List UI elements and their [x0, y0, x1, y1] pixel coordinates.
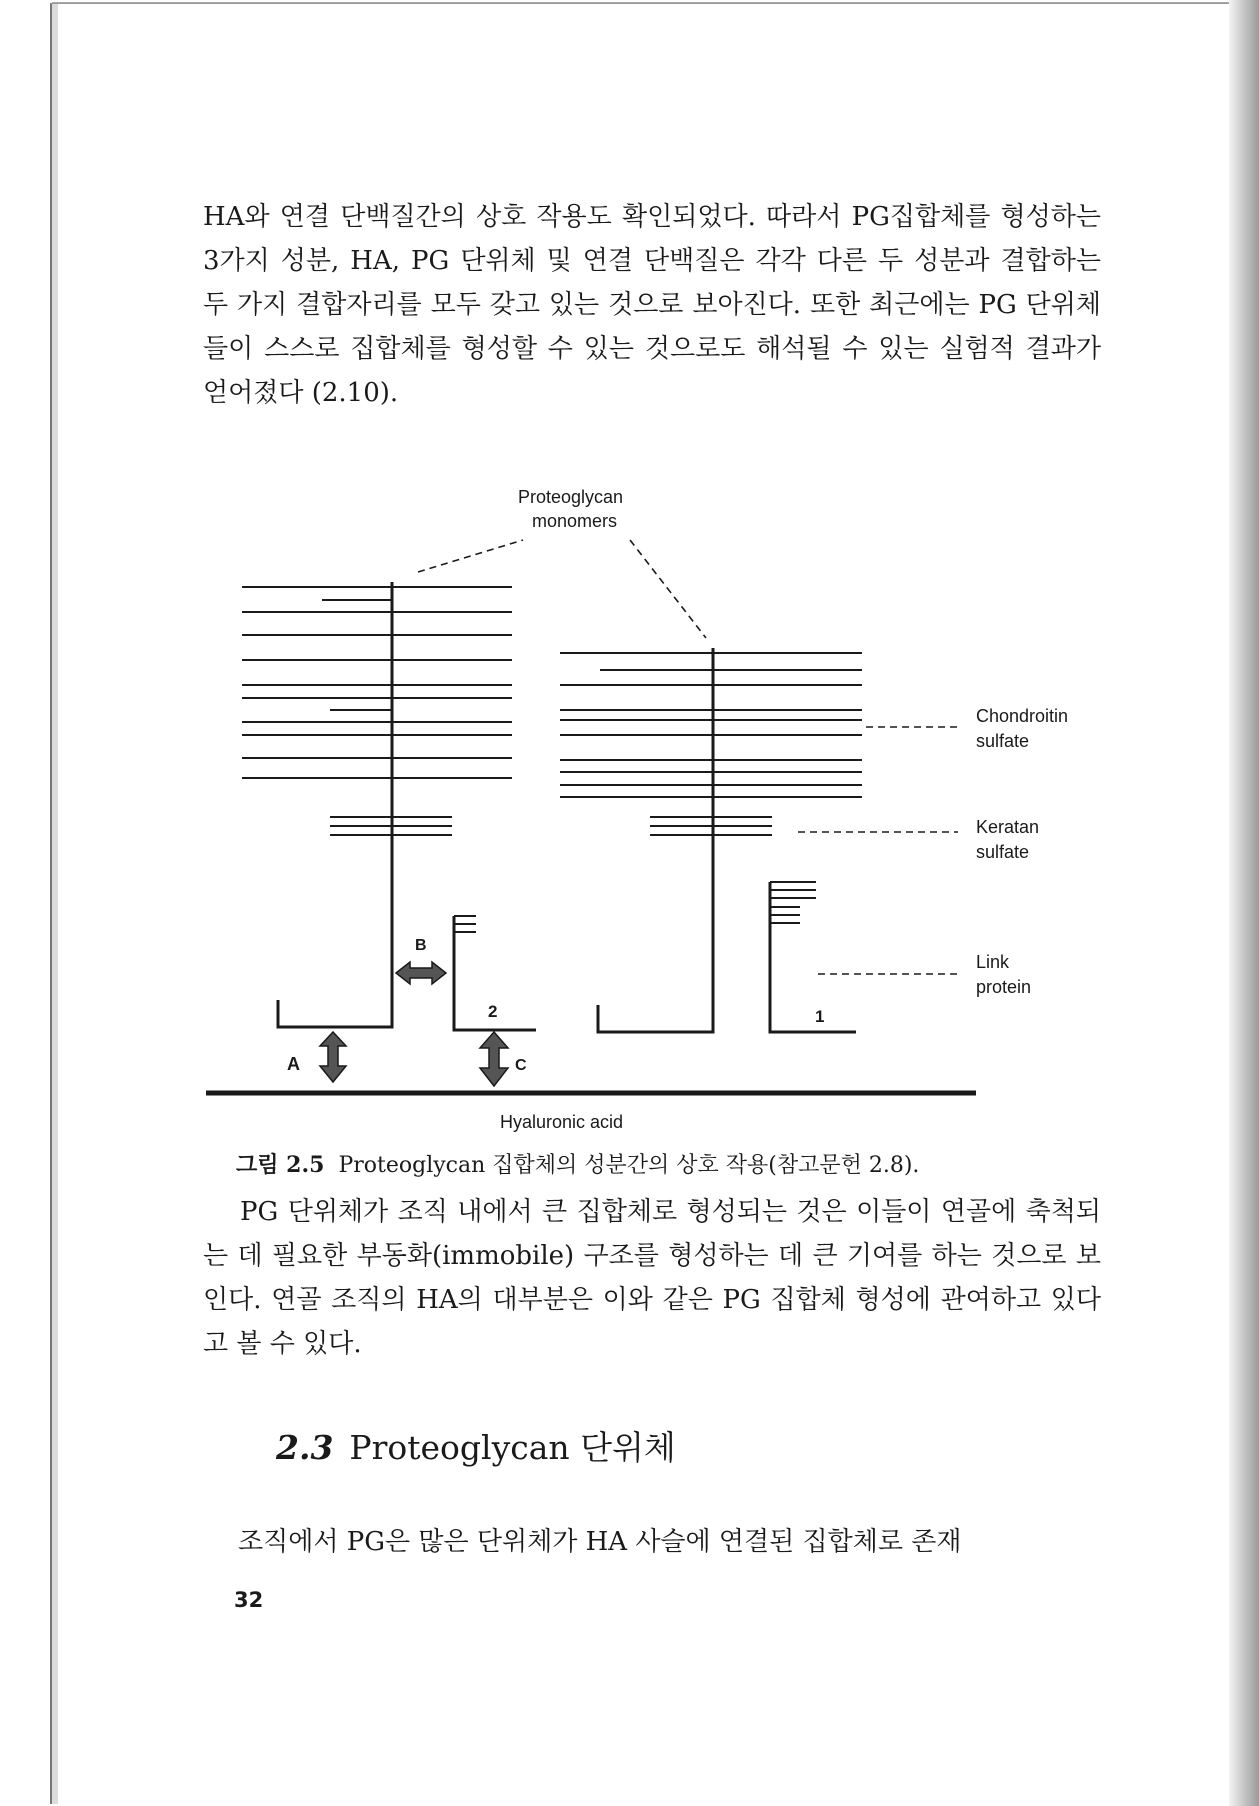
right-monomer-chondroitin-chains: [560, 653, 862, 797]
body-paragraph-2: PG 단위체가 조직 내에서 큰 집합체로 형성되는 것은 이들이 연골에 축척되는 데 필요한 부동화(immobile) 구조를 형성하는 데 큰 기여를 하는 것으로 보인다. 연골 조직의 HA의 대부분은 이와 같은 PG 집합체 형성에 관여하고 있다고 볼 수 있다.: [203, 1197, 1101, 1359]
label-c: C: [515, 1057, 527, 1074]
caption-label: 그림 2.5: [236, 1152, 325, 1178]
section-heading: [276, 1422, 676, 1469]
page-number: 32: [234, 1588, 264, 1612]
section-title: Proteoglycan 단위체: [349, 1428, 676, 1467]
caption-text: Proteoglycan 집합체의 성분간의 상호 작용(참고문헌 2.8).: [338, 1153, 920, 1178]
label-1: 1: [815, 1007, 825, 1026]
label-b: B: [415, 937, 427, 954]
figure-caption: [236, 1148, 919, 1179]
body-paragraph-3: 조직에서 PG은 많은 단위체가 HA 사슬에 연결된 집합체로 존재: [238, 1527, 962, 1557]
right-monomer-keratan-chains: [650, 817, 772, 835]
label-chondroitin: Chondroitin: [976, 706, 1069, 726]
label-chondroitin-sulfate: sulfate: [976, 731, 1030, 751]
label-keratan: Keratan: [976, 817, 1040, 837]
label-link: Link: [976, 952, 1010, 972]
right-monomer-core-protein: [598, 648, 713, 1032]
interaction-arrows: [320, 962, 508, 1086]
arrow-b: [396, 962, 446, 984]
label-monomers: monomers: [532, 511, 618, 531]
link-protein-1: [770, 882, 856, 1032]
left-monomer-chondroitin-chains: [242, 587, 512, 778]
section-number: 2.3: [276, 1428, 334, 1467]
label-a: A: [287, 1054, 300, 1074]
label-proteoglycan: Proteoglycan: [518, 487, 624, 507]
label-hyaluronic-acid: Hyaluronic acid: [500, 1112, 624, 1132]
body-paragraph-1: HA와 연결 단백질간의 상호 작용도 확인되었다. 따라서 PG집합체를 형성하는 3가지 성분, HA, PG 단위체 및 연결 단백질은 각각 다른 두 성분과 결합하는 두 가지 결합자리를 모두 갖고 있는 것으로 보아진다. 또한 최근에는 PG 단위체들이 스스로 집합체를 형성할 수 있는 것으로도 해석될 수 있는 실험적 결과가 얻어졌다 (2.10).: [203, 202, 1101, 408]
label-keratan-sulfate: sulfate: [976, 842, 1030, 862]
label-2: 2: [488, 1002, 498, 1021]
label-link-protein: protein: [976, 977, 1032, 997]
arrow-a: [320, 1032, 346, 1082]
arrow-c: [480, 1032, 508, 1086]
left-monomer-core-protein: [278, 582, 392, 1027]
